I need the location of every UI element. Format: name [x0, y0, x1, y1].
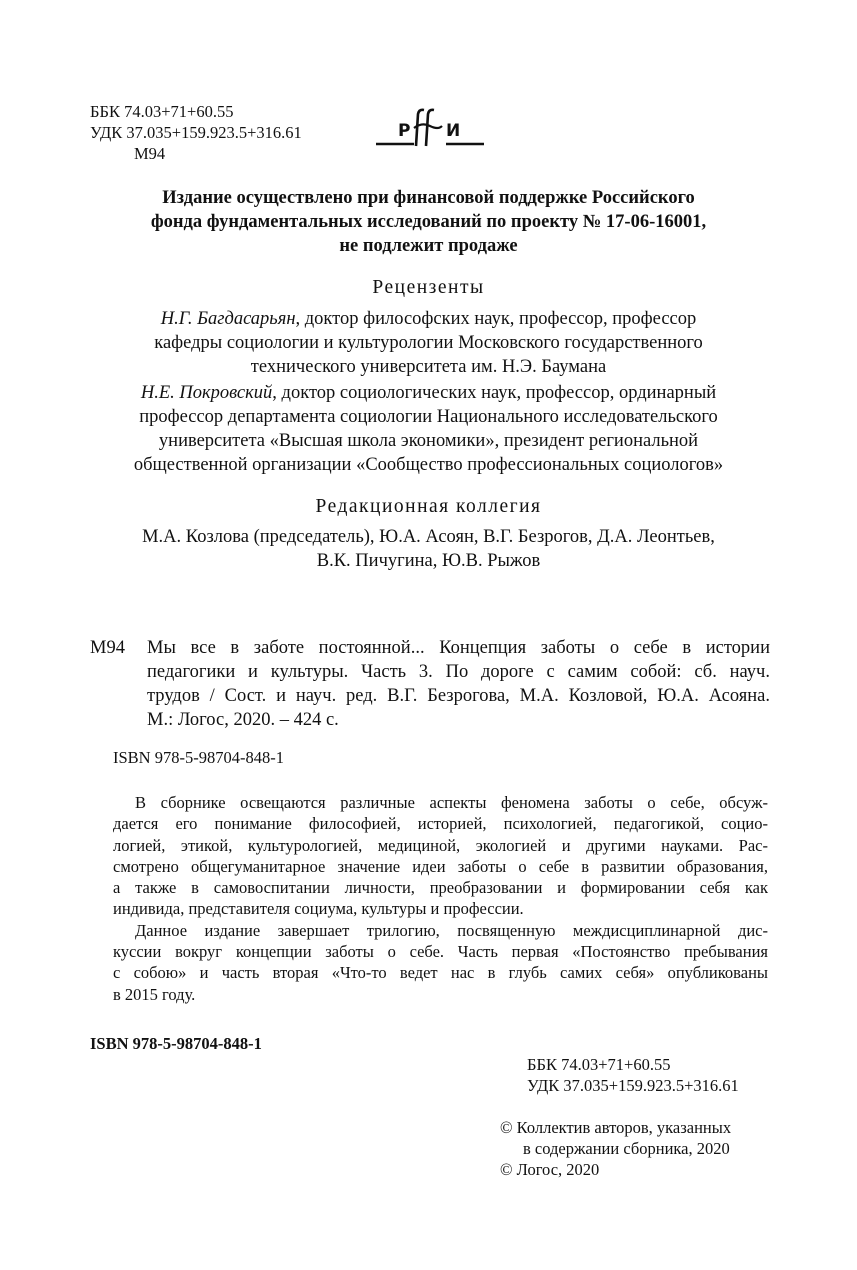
classification-codes	[90, 101, 302, 164]
funding-line: фонда фундаментальных исследований по проекту № 17-06-16001,	[150, 212, 707, 232]
svg-text:И: И	[446, 121, 461, 141]
rffi-logo-icon	[376, 108, 484, 148]
reviewer-details: , доктор социологических наук, профессор, ординарный	[272, 383, 717, 403]
biblio-code: М94	[90, 638, 125, 658]
author-mark: М94	[134, 144, 166, 163]
editorial-board	[60, 525, 797, 573]
reviewer-name: Н.Г. Багдасарьян	[160, 309, 296, 329]
footer-codes	[527, 1054, 739, 1096]
isbn-bold: ISBN 978-5-98704-848-1	[90, 1034, 262, 1053]
reviewer-line: университета «Высшая школа экономики», президент региональной	[158, 431, 699, 451]
reviewer-line: кафедры социологии и культурологии Московского государственного	[154, 333, 703, 353]
biblio-line: трудов / Сост. и науч. ред. В.Г. Безрогова, М.А. Козловой, Ю.А. Асояна.	[147, 686, 770, 706]
svg-text:Р: Р	[398, 121, 411, 141]
abstract-line: куссии вокруг концепции заботы о себе. Часть первая «Постоянство пребывания	[113, 942, 768, 962]
copyright-line: © Логос, 2020	[500, 1160, 600, 1179]
reviewer-pokrovsky	[60, 381, 797, 477]
abstract-line: с собою» и часть вторая «Что-то ведет нас в глубь самих себя» опубликованы	[113, 963, 768, 983]
funding-notice	[60, 186, 797, 258]
reviewer-line: технического университета им. Н.Э. Баумана	[250, 357, 607, 377]
isbn-line: ISBN 978-5-98704-848-1	[113, 748, 284, 767]
abstract	[113, 792, 768, 1005]
abstract-line: Данное издание завершает трилогию, посвященную междисциплинарной дис-	[135, 920, 768, 940]
editorial-line: М.А. Козлова (председатель), Ю.А. Асоян, В.Г. Безрогов, Д.А. Леонтьев,	[142, 527, 715, 547]
bibliographic-record	[90, 636, 770, 732]
reviewer-bagdasaryan	[60, 307, 797, 379]
biblio-line: педагогики и культуры. Часть 3. По дороге с самим собой: сб. науч.	[147, 662, 770, 682]
editorial-line: В.К. Пичугина, Ю.В. Рыжов	[316, 551, 541, 571]
copyright	[500, 1117, 731, 1180]
abstract-line: смотрено общегуманитарное значение идеи заботы о себе в развитии образования,	[113, 856, 768, 876]
abstract-line: логией, этикой, культурологией, медициной, экологией и другими науками. Рас-	[113, 835, 768, 855]
funding-line: Издание осуществлено при финансовой поддержке Российского	[162, 188, 695, 208]
udk-code: УДК 37.035+159.923.5+316.61	[90, 123, 302, 142]
footer-udk: УДК 37.035+159.923.5+316.61	[527, 1076, 739, 1095]
funding-line: не подлежит продаже	[339, 236, 518, 256]
reviewers-heading: Рецензенты	[372, 277, 485, 298]
reviewer-line	[60, 307, 797, 331]
rffi-logo	[376, 108, 484, 148]
editorial-heading: Редакционная коллегия	[315, 496, 542, 517]
reviewer-line: общественной организации «Сообщество профессиональных социологов»	[133, 455, 724, 475]
reviewer-details: , доктор философских наук, профессор, профессор	[295, 309, 697, 329]
footer-bbk: ББК 74.03+71+60.55	[527, 1055, 671, 1074]
abstract-line: в 2015 году.	[113, 984, 196, 1004]
copyright-line: в содержании сборника, 2020	[523, 1139, 730, 1158]
reviewer-line	[60, 381, 797, 405]
abstract-line: индивида, представителя социума, культуры и профессии.	[113, 899, 524, 919]
abstract-line: В сборнике освещаются различные аспекты феномена заботы о себе, обсуж-	[135, 793, 768, 812]
abstract-line: дается его понимание философией, историей, психологией, педагогикой, социо-	[113, 814, 768, 834]
biblio-line	[90, 636, 770, 660]
biblio-line: М.: Логос, 2020. – 424 с.	[147, 710, 339, 730]
reviewer-line: профессор департамента социологии Национального исследовательского	[139, 407, 718, 427]
copyright-line: © Коллектив авторов, указанных	[500, 1118, 732, 1137]
bbk-code: ББК 74.03+71+60.55	[90, 102, 234, 121]
reviewer-name: Н.Е. Покровский	[140, 383, 273, 403]
biblio-title: Мы все в заботе постоянной... Концепция заботы о себе в истории	[147, 638, 770, 658]
abstract-line: а также в самовоспитании личности, преобразовании и формировании себя как	[113, 878, 768, 898]
